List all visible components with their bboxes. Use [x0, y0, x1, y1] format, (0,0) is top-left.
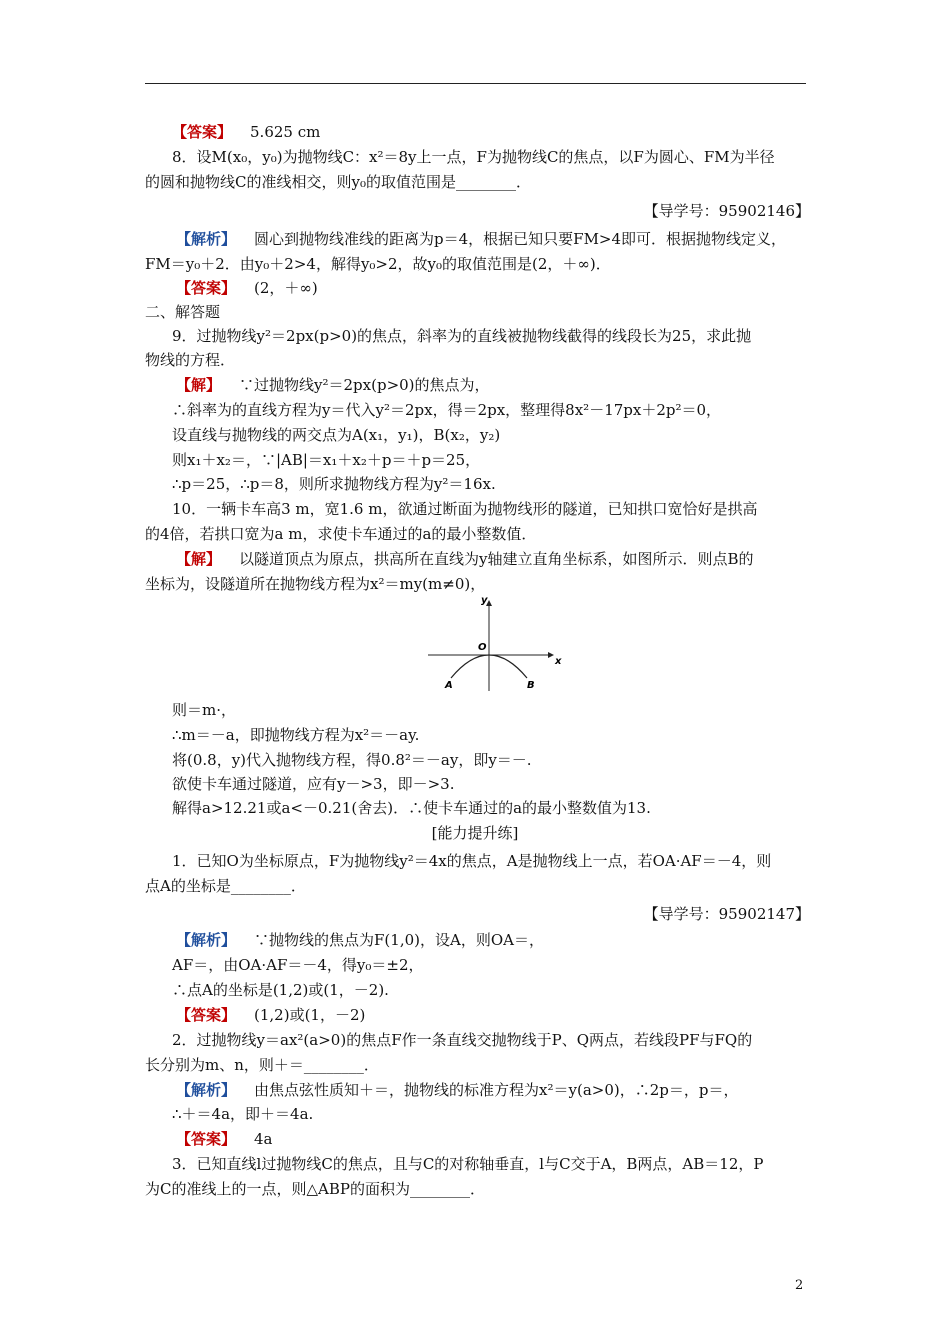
- solution-step: ∴p＝25，∴p＝8，则所求抛物线方程为y²＝16x.: [172, 475, 496, 493]
- solution-step: ∴m＝－a，即抛物线方程为x²＝－ay.: [172, 726, 420, 744]
- solution-step: 将(0.8，y)代入抛物线方程，得0.8²＝－ay，即y＝－.: [172, 751, 532, 769]
- tunnel-parabola-figure: [420, 592, 570, 692]
- guide-number: 【导学号：95902146】: [643, 202, 810, 220]
- guide-number: 【导学号：95902147】: [643, 905, 810, 923]
- question-10-cont: 的4倍，若拱口宽为a m，求使卡车通过的a的最小整数值．: [145, 525, 537, 543]
- section-heading: [能力提升练]: [431, 824, 519, 842]
- analysis-line: 【解析】 由焦点弦性质知＋＝，抛物线的标准方程为x²＝y(a>0)，∴2p＝，p＝，: [176, 1081, 739, 1099]
- answer-line: 【答案】 5.625 cm: [172, 123, 321, 141]
- solution-line: 【解】 ∵过抛物线y²＝2px(p>0)的焦点为，: [176, 376, 490, 394]
- question-2-cont: 长分别为m、n，则＋＝________．: [145, 1056, 379, 1074]
- header-rule: [145, 83, 806, 84]
- solution-cont: 坐标为，设隧道所在抛物线方程为x²＝my(m≠0)，: [145, 575, 486, 593]
- solution-step: 设直线与抛物线的两交点为A(x₁，y₁)，B(x₂，y₂): [172, 426, 501, 444]
- question-2: 2．过抛物线y＝ax²(a>0)的焦点F作一条直线交抛物线于P、Q两点，若线段PF与FQ的: [172, 1031, 753, 1049]
- y-axis-label: y: [481, 595, 488, 606]
- question-9: 9．过抛物线y²＝2px(p>0)的焦点，斜率为的直线被抛物线截得的线段长为25，求此抛: [172, 327, 752, 345]
- analysis-cont: FM＝y₀＋2．由y₀＋2>4，解得y₀>2，故y₀的取值范围是(2，＋∞)．: [145, 255, 611, 273]
- question-9-cont: 物线的方程．: [145, 351, 236, 369]
- answer-line: 【答案】 (1,2)或(1，－2): [176, 1006, 366, 1024]
- question-8-cont: 的圆和抛物线C的准线相交，则y₀的取值范围是________．: [145, 173, 531, 191]
- question-1: 1．已知O为坐标原点，F为抛物线y²＝4x的焦点，A是抛物线上一点，若OA·AF＝－4，则: [172, 852, 772, 870]
- x-axis-arrow-icon: [548, 652, 554, 658]
- analysis-step: AF＝，由OA·AF＝－4，得y₀＝±2，: [172, 956, 424, 974]
- page-number: 2: [795, 1278, 804, 1293]
- solution-step: ∴斜率为的直线方程为y＝代入y²＝2px，得＝2px，整理得8x²－17px＋2p²＝0，: [172, 401, 722, 419]
- x-axis-label: x: [555, 656, 562, 667]
- solution-step: 欲使卡车通过隧道，应有y－>3，即－>3.: [172, 775, 455, 793]
- point-a-label: A: [445, 680, 453, 691]
- answer-line: 【答案】 4a: [176, 1130, 273, 1148]
- section-heading: 二、解答题: [145, 303, 221, 321]
- question-1-cont: 点A的坐标是________．: [145, 877, 306, 895]
- analysis-line: 【解析】 ∵抛物线的焦点为F(1,0)，设A，则OA＝，: [176, 931, 544, 949]
- analysis-step: ∴点A的坐标是(1,2)或(1，－2).: [172, 981, 389, 999]
- point-b-label: B: [527, 680, 535, 691]
- solution-step: 则x₁＋x₂＝，∵|AB|＝x₁＋x₂＋p＝＋p＝25，: [172, 451, 481, 469]
- analysis-line: 【解析】 圆心到抛物线准线的距离为p＝4，根据已知只要FM>4即可．根据抛物线定义，: [176, 230, 787, 248]
- question-8: 8．设M(x₀，y₀)为抛物线C：x²＝8y上一点，F为抛物线C的焦点，以F为圆心、FM为半径: [172, 148, 775, 166]
- solution-step: 则＝m·，: [172, 701, 236, 719]
- solution-step: 解得a>12.21或a<－0.21(舍去)．∴使卡车通过的a的最小整数值为13.: [172, 799, 651, 817]
- question-3: 3．已知直线l过抛物线C的焦点，且与C的对称轴垂直，l与C交于A，B两点，AB＝12，P: [172, 1155, 764, 1173]
- answer-line: 【答案】 (2，＋∞): [176, 279, 318, 297]
- solution-line: 【解】 以隧道顶点为原点，拱高所在直线为y轴建立直角坐标系，如图所示．则点B的: [176, 550, 754, 568]
- question-3-cont: 为C的准线上的一点，则△ABP的面积为________．: [145, 1180, 485, 1198]
- origin-label: O: [478, 642, 487, 653]
- question-10: 10．一辆卡车高3 m，宽1.6 m，欲通过断面为抛物线形的隧道，已知拱口宽恰好是拱高: [172, 500, 758, 518]
- analysis-step: ∴＋＝4a，即＋＝4a.: [172, 1105, 314, 1123]
